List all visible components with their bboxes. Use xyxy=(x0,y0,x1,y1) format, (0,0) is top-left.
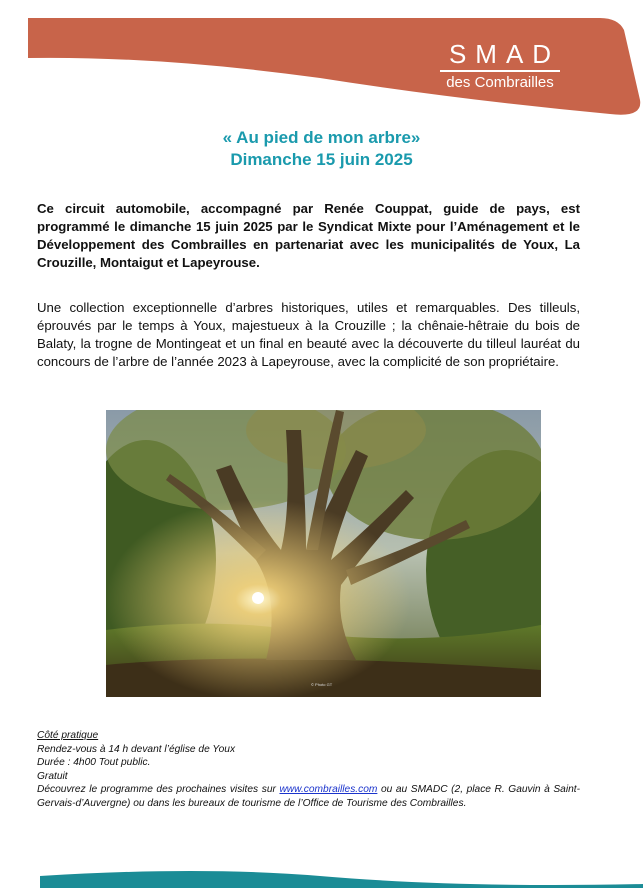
event-title: « Au pied de mon arbre» xyxy=(222,128,421,147)
event-date: Dimanche 15 juin 2025 xyxy=(230,150,413,169)
meeting-point: Rendez-vous à 14 h devant l’église de Youx xyxy=(37,743,236,755)
discover-after: ou au SMADC (2, place R. Gauvin à Saint-Gervais-d’Auvergne) ou dans les bureaux de tourisme de l’Office de Tourisme des Combrailles. xyxy=(37,784,580,809)
logo-smad-text: SMAD xyxy=(448,39,561,69)
duration: Durée : 4h00 Tout public. xyxy=(37,757,151,768)
logo-divider xyxy=(440,70,560,72)
tree-photo xyxy=(106,410,541,697)
discover-text xyxy=(37,783,580,810)
combrailles-link[interactable]: www.combrailles.com xyxy=(279,784,378,795)
intro-paragraph: Ce circuit automobile, accompagné par Renée Couppat, guide de pays, est programmé le dimanche 15 juin 2025 par le Syndicat Mixte pour l’Aménagement et le Développement des Combrailles en partenariat avec les municipalités de Youx, La Crouzille, Montaigut et Lapeyrouse. xyxy=(37,201,580,270)
discover-before: Découvrez le programme des prochaines visites sur xyxy=(37,784,280,795)
footer-band xyxy=(0,862,643,888)
practical-heading: Côté pratique xyxy=(37,730,99,741)
smad-logo xyxy=(436,40,564,92)
practical-info xyxy=(37,729,580,810)
photo-credit: © Photo GT xyxy=(311,682,333,687)
logo-subtitle: des Combrailles xyxy=(446,74,554,91)
description-paragraph: Une collection exceptionnelle d’arbres historiques, utiles et remarquables. Des tilleuls, éprouvés par le temps à Youx, majestueux à la Crouzille ; la chênaie-hêtraie du bois de Balaty, la trogne de Montingeat et un final en beauté avec la découverte du tilleul lauréat du concours de l’arbre de l’année 2023 à Lapeyrouse, avec la complicité de son propriétaire. xyxy=(37,300,580,369)
price: Gratuit xyxy=(37,770,68,782)
